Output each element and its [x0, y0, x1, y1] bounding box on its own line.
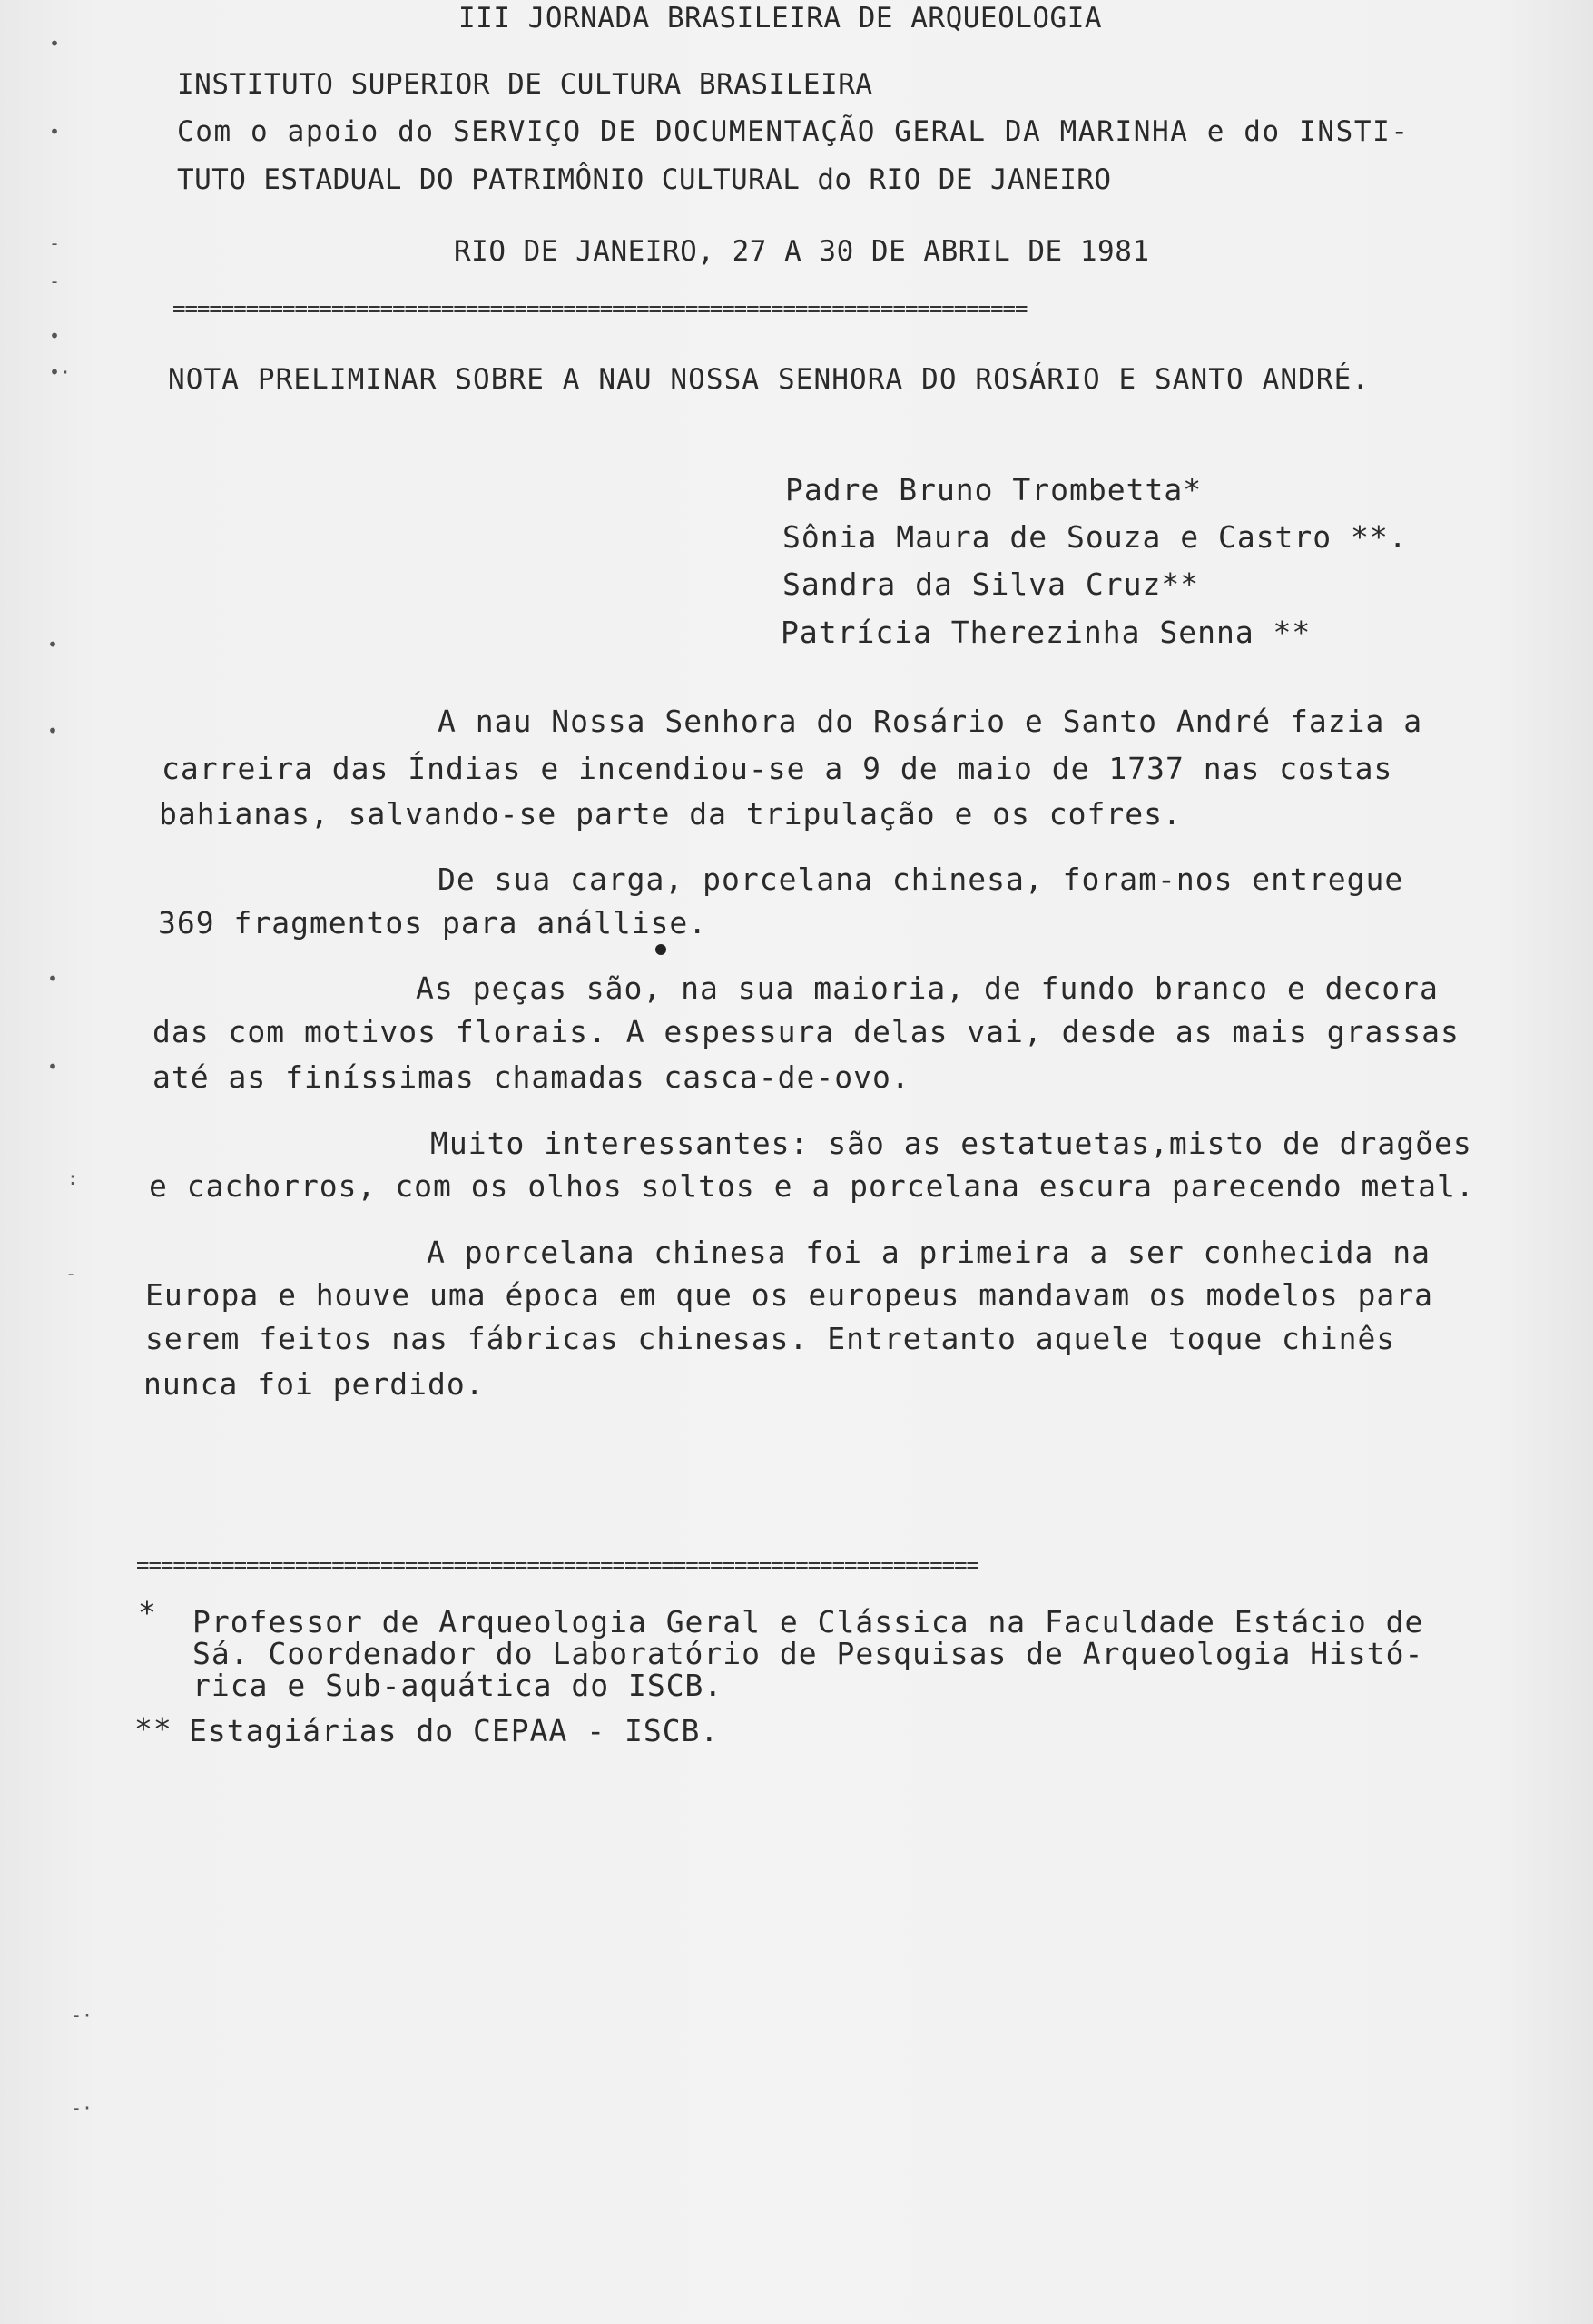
margin-speck: •: [49, 325, 61, 347]
paragraph-1-line-3: bahianas, salvando-se parte da tripulação e os cofres.: [159, 796, 1182, 832]
margin-speck: -·: [71, 2097, 93, 2119]
footnote-1-line-1: Professor de Arqueologia Geral e Clássica na Faculdade Estácio de: [192, 1604, 1424, 1640]
author-3: Sandra da Silva Cruz**: [782, 566, 1200, 602]
header-rule: ======================================================================: [172, 298, 1028, 320]
margin-speck: -: [49, 232, 61, 254]
footnote-1-line-2: Sá. Coordenador do Laboratório de Pesquisas de Arqueologia Histó-: [192, 1636, 1424, 1671]
margin-speck: •: [49, 33, 61, 54]
margin-speck: :: [67, 1167, 79, 1189]
margin-speck: •: [47, 634, 59, 655]
institute-name: INSTITUTO SUPERIOR DE CULTURA BRASILEIRA: [177, 68, 873, 101]
support-line-2: TUTO ESTADUAL DO PATRIMÔNIO CULTURAL do RIO DE JANEIRO: [177, 163, 1112, 196]
margin-speck: •: [47, 968, 59, 990]
paragraph-3-line-3: até as finíssimas chamadas casca-de-ovo.: [152, 1059, 910, 1095]
footnote-1-line-3: rica e Sub-aquática do ISCB.: [192, 1668, 723, 1703]
paragraph-5-line-4: nunca foi perdido.: [143, 1366, 485, 1402]
paragraph-2-line-2: 369 fragmentos para anállise.: [158, 905, 708, 940]
paragraph-5-line-2: Europa e houve uma época em que os europeus mandavam os modelos para: [145, 1277, 1434, 1313]
paper-title: NOTA PRELIMINAR SOBRE A NAU NOSSA SENHORA DO ROSÁRIO E SANTO ANDRÉ.: [168, 363, 1371, 396]
margin-speck: -: [65, 1263, 77, 1285]
author-1: Padre Bruno Trombetta*: [785, 472, 1203, 507]
author-4: Patrícia Therezinha Senna **: [781, 615, 1312, 650]
footnote-2-marker: **: [134, 1711, 172, 1747]
conference-title: III JORNADA BRASILEIRA DE ARQUEOLOGIA: [458, 2, 1103, 34]
paragraph-1-line-2: carreira das Índias e incendiou-se a 9 de maio de 1737 nas costas: [162, 751, 1393, 786]
margin-speck: -: [49, 271, 61, 292]
paragraph-5-line-3: serem feitos nas fábricas chinesas. Entretanto aquele toque chinês: [145, 1321, 1396, 1356]
paragraph-1-line-1: A nau Nossa Senhora do Rosário e Santo André fazia a: [438, 704, 1423, 739]
paragraph-4-line-2: e cachorros, com os olhos soltos e a porcelana escura parecendo metal.: [149, 1168, 1475, 1204]
place-date: RIO DE JANEIRO, 27 A 30 DE ABRIL DE 1981: [454, 235, 1150, 268]
margin-speck: •: [47, 1056, 59, 1078]
paragraph-3-line-1: As peças são, na sua maioria, de fundo branco e decora: [416, 970, 1439, 1006]
footnote-rule: =====================================================================: [136, 1554, 978, 1576]
paragraph-2-line-1: De sua carga, porcelana chinesa, foram-nos entregue: [438, 862, 1404, 897]
margin-speck: •·: [49, 361, 72, 383]
margin-speck: -·: [71, 2004, 93, 2026]
margin-speck: •: [49, 121, 61, 143]
author-2: Sônia Maura de Souza e Castro **.: [782, 519, 1408, 555]
paragraph-5-line-1: A porcelana chinesa foi a primeira a ser conhecida na: [427, 1235, 1431, 1270]
support-line-1: Com o apoio do SERVIÇO DE DOCUMENTAÇÃO GERAL DA MARINHA e do INSTI-: [177, 115, 1410, 148]
footnote-2-text: Estagiárias do CEPAA - ISCB.: [189, 1713, 720, 1748]
ink-dot: [655, 944, 666, 955]
paragraph-3-line-2: das com motivos florais. A espessura delas vai, desde as mais grassas: [152, 1014, 1460, 1049]
margin-speck: •: [47, 720, 59, 742]
footnote-1-marker: *: [138, 1595, 157, 1630]
paragraph-4-line-1: Muito interessantes: são as estatuetas,misto de dragões: [430, 1126, 1472, 1161]
